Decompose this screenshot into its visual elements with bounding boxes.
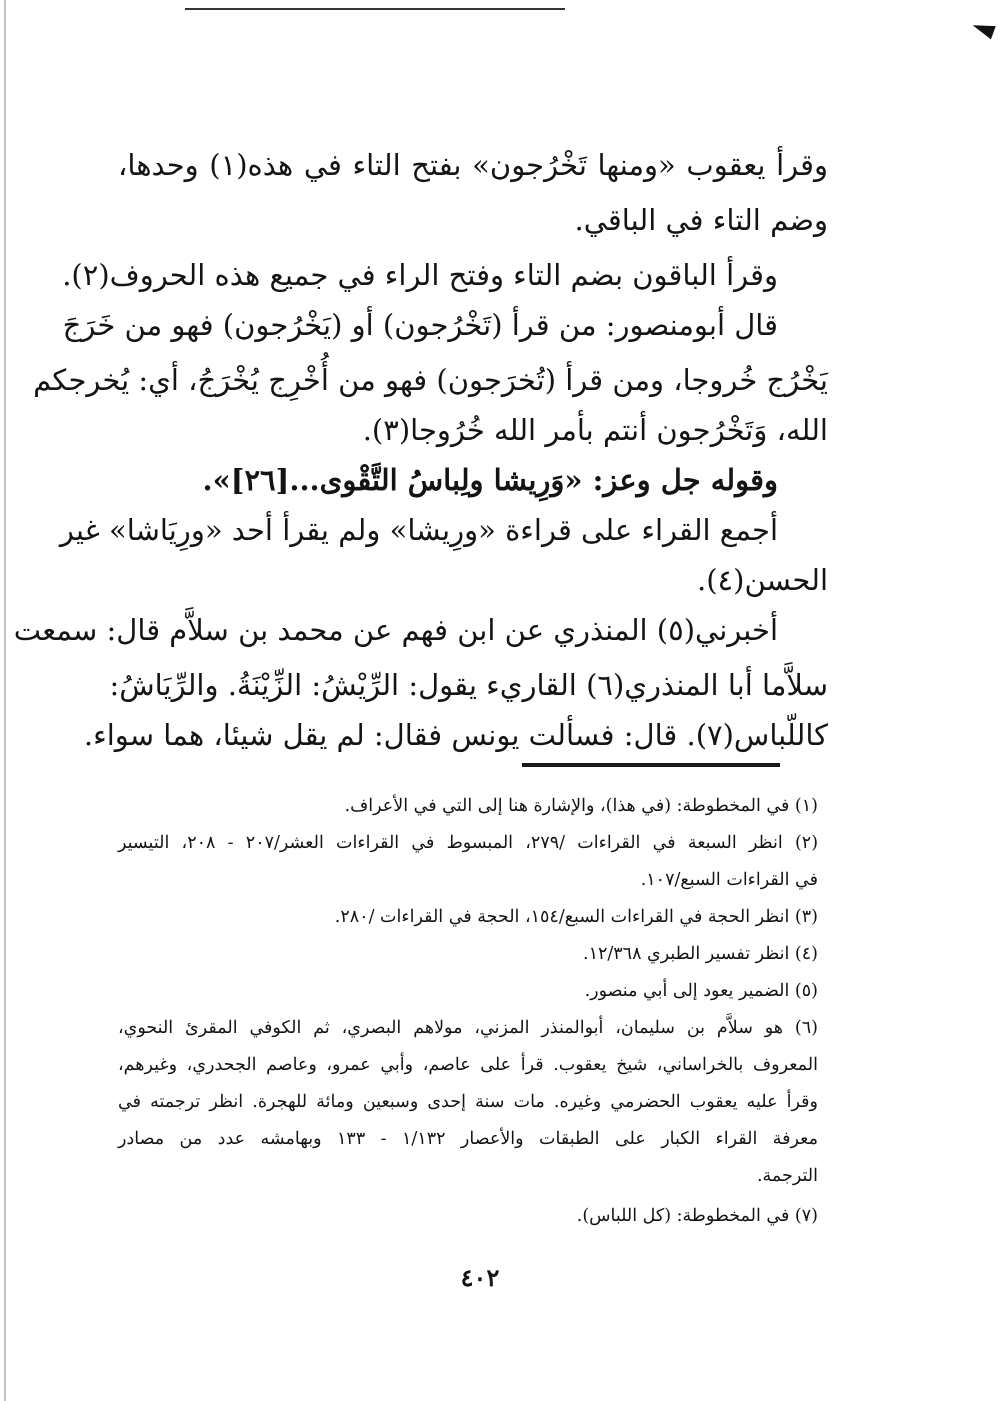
body-line: قال أبومنصور: من قرأ (تَخْرُجون) أو (يَخْرُجون) فهو من خَرَجَ	[62, 308, 778, 342]
body-line-verse: وقوله جل وعز: «وَرِيشا ولِباسُ التَّقْوى...[٢٦]».	[202, 463, 778, 497]
footnote-line: (٦) هو سلاَّم بن سليمان، أبوالمنذر المزني، مولاهم البصري، ثم الكوفي المقرئ النحوي،	[118, 1018, 818, 1038]
body-line: يَخْرُج خُروجا، ومن قرأ (تُخرَجون) فهو من أُخْرِج يُخْرَجُ، أي: يُخرجكم	[33, 363, 828, 397]
body-line: أخبرني(٥) المنذري عن ابن فهم عن محمد بن سلاَّم قال: سمعت	[13, 613, 778, 647]
footnote-line: (٢) انظر السبعة في القراءات /٢٧٩، المبسوط في القراءات العشر/٢٠٧ - ٢٠٨، التيسير	[118, 833, 819, 853]
body-line: أجمع القراء على قراءة «ورِيشا» ولم يقرأ أحد «ورِيَاشا» غير	[59, 513, 778, 547]
body-line: الله، وَتَخْرُجون أنتم بأمر الله خُرُوجا(٣).	[362, 413, 828, 447]
body-line: وقرأ يعقوب «ومنها تَخْرُجون» بفتح التاء في هذه(١) وحدها،	[118, 148, 828, 182]
footnote-line: المعروف بالخراساني، شيخ يعقوب. قرأ على عاصم، وأبي عمرو، وعاصم الجحدري، وغيرهم،	[118, 1055, 818, 1075]
footnote-line: معرفة القراء الكبار على الطبقات والأعصار ١/١٣٢ - ١٣٣ وبهامشه عدد من مصادر	[118, 1129, 818, 1149]
page-number: ٤٠٢	[460, 1263, 500, 1292]
body-line: وضم التاء في الباقي.	[574, 203, 828, 237]
footnote-line: الترجمة.	[756, 1166, 818, 1186]
scan-edge-shadow	[4, 0, 6, 1401]
footnote-line: في القراءات السبع/١٠٧.	[640, 870, 818, 890]
footnote-line: (٥) الضمير يعود إلى أبي منصور.	[584, 981, 818, 1001]
body-line: وقرأ الباقون بضم التاء وفتح الراء في جميع هذه الحروف(٢).	[62, 258, 778, 292]
header-rule	[185, 8, 565, 10]
footnote-line: (١) في المخطوطة: (في هذا)، والإشارة هنا إلى التي في الأعراف.	[344, 796, 818, 816]
footnote-line: (٤) انظر تفسير الطبري ١٢/٣٦٨.	[583, 944, 818, 964]
body-line: الحسن(٤).	[697, 563, 828, 597]
footnote-line: وقرأ عليه يعقوب الحضرمي وغيره. مات سنة إحدى وسبعين ومائة للهجرة. انظر ترجمته في	[118, 1092, 818, 1112]
body-line: كاللّباس(٧). قال: فسألت يونس فقال: لم يقل شيئا، هما سواء.	[83, 718, 828, 752]
footnote-separator	[522, 763, 780, 767]
body-line: سلاَّما أبا المنذري(٦) القاريء يقول: الرِّيْشُ: الزِّيْنَةُ. والرِّيَاشُ:	[109, 668, 828, 702]
corner-arrow-icon	[970, 19, 995, 40]
footnote-line: (٧) في المخطوطة: (كل اللباس).	[576, 1206, 818, 1226]
footnote-line: (٣) انظر الحجة في القراءات السبع/١٥٤، الحجة في القراءات /٢٨٠.	[334, 907, 818, 927]
